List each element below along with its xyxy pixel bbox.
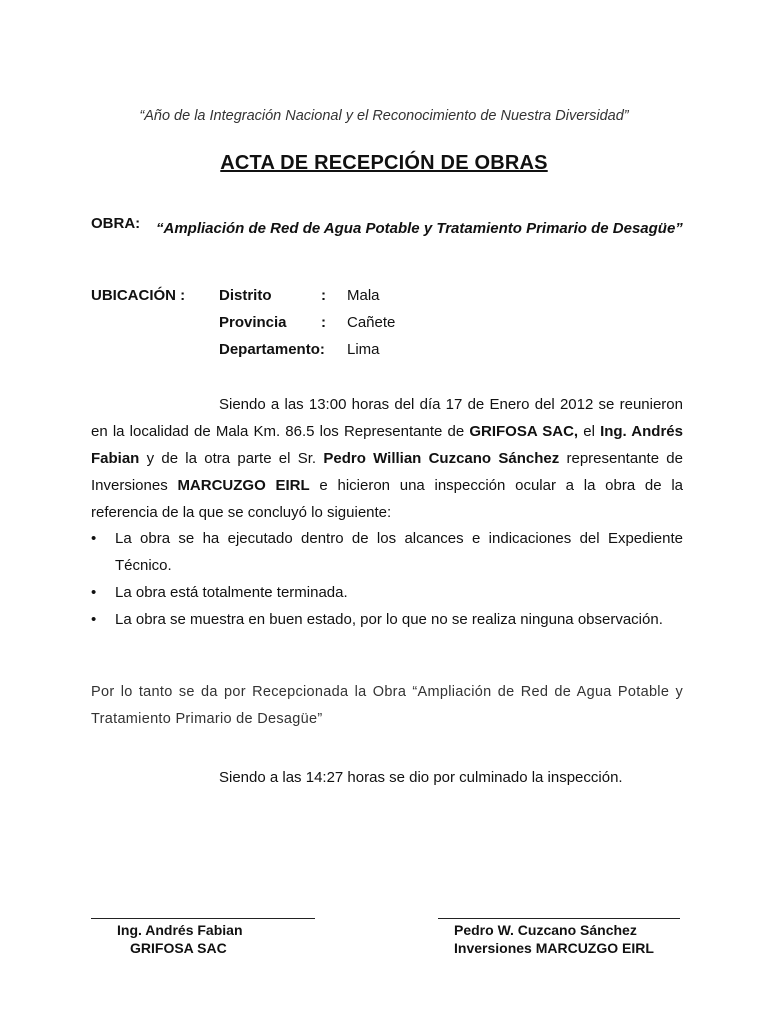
paragraph-part-3: y de la otra parte el Sr. (139, 450, 324, 467)
departamento-value: Lima (347, 341, 380, 358)
provincia-colon: : (321, 314, 326, 331)
document-title: ACTA DE RECEPCIÓN DE OBRAS (220, 152, 548, 174)
bullet-icon: • (91, 584, 97, 601)
signature-left-name: Ing. Andrés Fabian (117, 922, 243, 938)
person-andres-fabian: Ing. Andrés Fabian (91, 423, 683, 467)
company-grifosa: GRIFOSA SAC, (469, 423, 579, 440)
bullet-icon: • (91, 611, 97, 628)
signature-right-org: Inversiones MARCUZGO EIRL (454, 940, 654, 956)
list-item-text: La obra se ha ejecutado dentro de los alcances e indicaciones del Expediente Técnico. (115, 530, 683, 574)
motto-line: “Año de la Integración Nacional y el Reconocimiento de Nuestra Diversidad” (139, 108, 629, 124)
ubicacion-label: UBICACIÓN : (91, 287, 186, 304)
signature-line-left (91, 918, 315, 919)
conclusion-paragraph: Por lo tanto se da por Recepcionada la Obra “Ampliación de Red de Agua Potable y Tratamiento Primario de Desagüe” (91, 684, 683, 727)
obra-description: “Ampliación de Red de Agua Potable y Tratamiento Primario de Desagüe” (156, 220, 683, 237)
list-item-text: La obra está totalmente terminada. (115, 584, 348, 601)
list-item (91, 525, 683, 579)
list-item (91, 606, 683, 633)
signature-line-right (438, 918, 680, 919)
departamento-key: Departamento: (219, 341, 325, 358)
main-paragraph (91, 391, 683, 526)
paragraph-part-4: representante de Inversiones (91, 450, 683, 494)
provincia-key: Provincia (219, 314, 287, 331)
distrito-colon: : (321, 287, 326, 304)
paragraph-part-5: e hicieron una inspección ocular a la obra de la referencia de la que se concluyó lo siguiente: (91, 477, 683, 521)
distrito-value: Mala (347, 287, 380, 304)
closing-line: Siendo a las 14:27 horas se dio por culminado la inspección. (219, 769, 623, 786)
signature-right-name: Pedro W. Cuzcano Sánchez (454, 922, 637, 938)
provincia-value: Cañete (347, 314, 396, 331)
paragraph-part-2: el (578, 423, 601, 440)
person-pedro-cuzcano: Pedro Willian Cuzcano Sánchez (323, 450, 560, 467)
findings-list (91, 525, 683, 633)
list-item (91, 579, 683, 606)
list-item-text: La obra se muestra en buen estado, por lo que no se realiza ninguna observación. (115, 611, 663, 628)
signature-left-org: GRIFOSA SAC (130, 940, 227, 956)
bullet-icon: • (91, 530, 97, 547)
obra-label: OBRA: (91, 215, 141, 232)
distrito-key: Distrito (219, 287, 272, 304)
company-marcuzgo: MARCUZGO EIRL (177, 477, 310, 494)
paragraph-part-1: Siendo a las 13:00 horas del día 17 de Enero del 2012 se reunieron en la localidad de Mala Km. 86.5 los Representante de (91, 396, 683, 440)
